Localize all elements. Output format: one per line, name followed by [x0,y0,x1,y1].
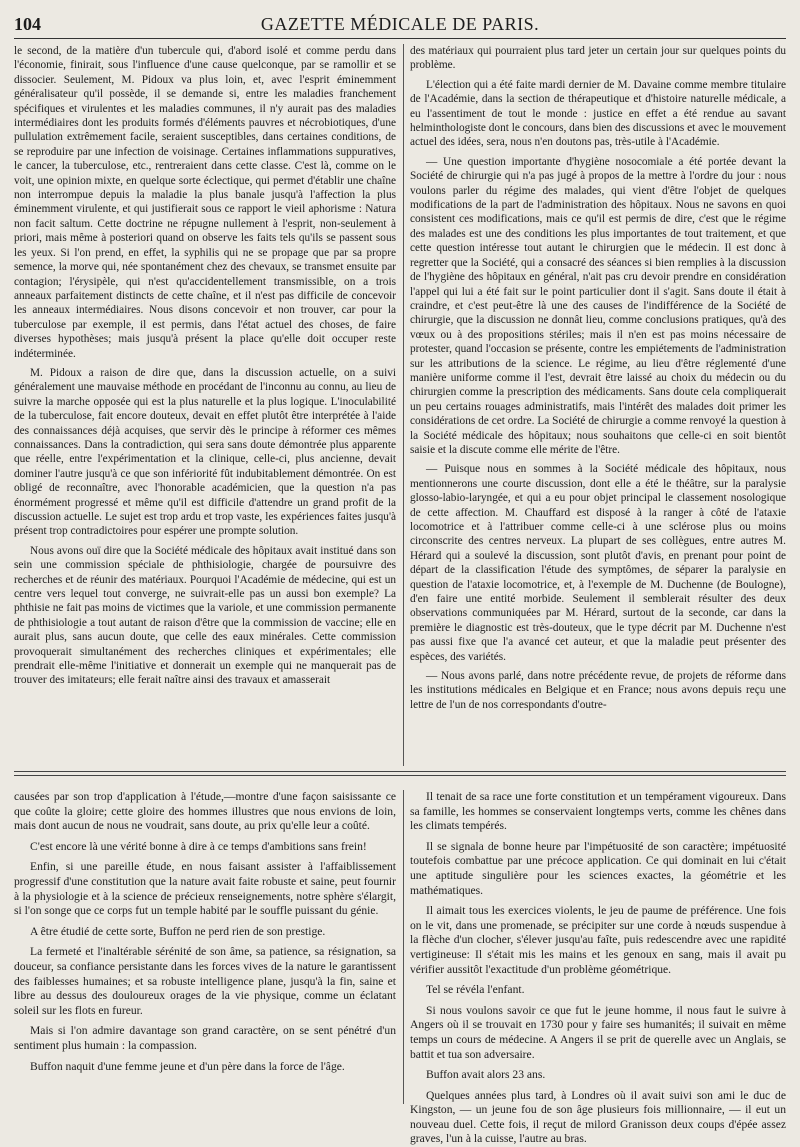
page-header [14,10,786,36]
main-column-left [14,44,396,766]
paragraph: Enfin, si une pareille étude, en nous faisant assister à l'affaiblissement progressif d'une constitution que la nature avait faite robuste et saine, peut fournir à la physiologie et à la science de précieux renseignements, notre sphère s'élargit, si l'on songe que ce corps fut un temple habité par le souffle puissant du génie. [14,860,396,918]
paragraph: Mais si l'on admire davantage son grand caractère, on se sent pénétré d'un sentiment plus humain : la compassion. [14,1024,396,1052]
paragraph: Quelques années plus tard, à Londres où il avait suivi son ami le duc de Kingston, — un jeune fou de son âge plusieurs fois millionnaire, — il eut un nouveau duel. Cette fois, il reçut de milord Granisson deux coups d'épée assez graves, l'un à la cuisse, l'autre au bras. [410,1088,786,1146]
page-number: 104 [14,14,41,34]
paragraph: Buffon naquit d'une femme jeune et d'un père dans la force de l'âge. [30,1059,345,1073]
header-rule [14,38,786,39]
paragraph: Il aimait tous les exercices violents, le jeu de paume de préférence. Une fois on le vit, dans une promenade, se précipiter sur une corde à nœuds suspendue à la flèche d'un clocher, s'élever jusqu'au faîte, puis redescendre avec une rapidité vertigineuse: Il s'était mis les mains et les genoux en sang, mais il avait pu vérifier aussitôt l'exactitude d'un problème géométrique. [410,904,786,976]
paragraph: Il se signala de bonne heure par l'impétuosité de son caractère; impétuosité toutefois combattue par une précoce application. Ce qui dominait en lui c'était une aptitude singulière pour les sciences exactes, la géométrie et les mathématiques. [410,839,786,897]
paragraph: L'élection qui a été faite mardi dernier de M. Davaine comme membre titulaire de l'Académie, dans la section de thérapeutique et d'histoire naturelle médicale, a eu l'assentiment de tout le monde : justice en effet a été rendue au savant helminthologiste dont le concours, dans bien des discussions et avec le mouvement actuel des idées, sera, nous n'en doutons pas, très-utile à l'Académie. [410,78,786,149]
paragraph: A être étudié de cette sorte, Buffon ne perd rien de son prestige. [30,924,326,938]
paragraph: M. Pidoux a raison de dire que, dans la discussion actuelle, on a suivi généralement une mauvaise méthode en procédant de l'inconnu au connu, au lieu de suivre la marche opposée qui est la plus naturelle et la plus logique. L'inoculabilité de la tuberculose, fait encore douteux, devait en effet plutôt être interprétée à l'aide des connaissances déjà acquises, que servir dès le principe à réformer ces mêmes connaissances. Dans la contradiction, qui sera sans doute démontrée plus apparente que réelle, entre l'expérimentation et la clinique, celle-ci, plus ancienne, devait dominer l'autre jusqu'à ce que son infériorité fût indubitablement démontrée. On est obligé de reconnaître, avec l'honorable académicien, que la question n'a pas énormément progressé et même qu'il est difficile d'attendre un grand profit de la discussion actuelle. Le sujet est trop ardu et trop vaste, les expériences faites jusqu'à présent trop contradictoires pour espérer une prompte solution. [14,366,396,538]
column-divider [403,790,404,1104]
column-divider [403,44,404,766]
paragraph: — Puisque nous en sommes à la Société médicale des hôpitaux, nous mentionnerons une courte discussion, dont elle a été le théâtre, sur la paralysie glosso-labio-laryngée, et qui a eu pour objet principal le classement nosologique de cette affection. M. Chauffard est disposé à la ranger à côté de l'ataxie locomotrice et à l'attribuer comme celle-ci à une sclérose plus ou moins circonscrite des centres nerveux. La plupart de ses collègues, entre autres M. Hérard qui a soulevé la discussion, sont plutôt d'avis, en prenant pour point de départ de la classification l'étude des symptômes, de séparer la paralysie en question de l'ataxie locomotrice, et, à l'exemple de M. Duchenne (de Boulogne), d'en faire une entité morbide. Seulement il semblerait résulter des deux observations communiquées par M. Hérard, surtout de la seconde, car dans la première le diagnostic est très-douteux, que le type décrit par M. Duchenne n'est pas aussi fixe que l'a avancé cet auteur, et que la maladie peut présenter des espèces, des variétés. [410,463,786,663]
paragraph: — Une question importante d'hygiène nosocomiale a été portée devant la Société de chirurgie qui n'a pas jugé à propos de la mettre à l'ordre du jour : nous voulons parler du régime des malades, qui vient d'être l'objet de quelques modifications de la part de l'administration des hôpitaux. Nous ne savons en quoi consistent ces modifications, mais ce qu'il est permis de dire, c'est que le régime des malades est une des conditions les plus importantes de tout traitement, et que cette question intéresse tout autant le chirurgien que le médecin. Il est donc à regretter que la Société, qui a consacré des séances si bien remplies à la discussion de l'hygiène des hôpitaux en général, n'ait pas cru devoir prendre en considération l'appel qui lui a été fait sur le point particulier dont il s'agit. Sans doute il était à craindre, et c'est peut-être là une des causes de l'indifférence de la Société de chirurgie, que la discussion ne donnât lieu, comme conclusions pratiques, qu'à des vœux ou à des propositions stériles; mais il n'en est pas moins nécessaire de protester, quand l'occasion se présente, contre les empiétements de l'administration sur les attributions de la science. Le régime, au lieu d'être réglementé d'une manière uniforme comme il l'est, devrait être laissé au choix du médecin ou du chirurgien comme la prescription des médicaments. Sans doute cela compliquerait un peu certains rouages administratifs, mais l'intérêt des malades doit primer les considérations de cet ordre. La Société de chirurgie a comme renvoyé la question à la Société médicale des hôpitaux; nous souhaitons que celle-ci en soit bientôt saisie et la discute comme elle mérite de l'être. [410,155,786,456]
paragraph: Buffon avait alors 23 ans. [426,1068,546,1082]
paragraph: des matériaux qui pourraient plus tard jeter un certain jour sur quelques points du problème. [410,45,786,72]
paragraph: le second, de la matière d'un tubercule qui, d'abord isolé et comme perdu dans l'économie, finirait, sous l'influence d'une cause quelconque, par se ramollir et se dissocier. Seulement, M. Pidoux va plus loin, et, avec l'esprit éminemment généralisateur qu'il possède, il se demande si, entre les maladies franchement spécifiques et virulentes et les maladies communes, il n'y aurait pas des maladies intermédiaires dont les produits formés d'éléments pauvres et nécrobiotiques, d'une pullulation extrêmement facile, seraient susceptibles, dans certaines conditions, de se reproduire par une infection de voisinage. Certaines inflammations suppuratives, le cancer, la tuberculose, etc., rentreraient dans cette classe. C'est là, comme on le voit, une opinion mixte, en quelque sorte éclectique, qui permet d'établir une chaîne non interrompue depuis la maladie la plus banale jusqu'à l'affection la plus éminemment virulente, et qui justifierait sous ce rapport le vieil aphorisme : Natura non facit saltum. Cette doctrine ne répugne nullement à l'esprit, non-seulement à priori, mais même à posteriori quand on observe les faits tels qu'ils se passent sous les yeux. Si l'on prend, en effet, la syphilis qui ne se propage que par sa propre semence, la morve qui, née spontanément chez des chevaux, se transmet ensuite par contagion; l'érysipèle, qui n'est qu'accidentellement transmissible, on a trois anneaux parfaitement distincts de cette chaîne, et il n'est pas difficile de concevoir les anneaux intermédiaires. Nous disons concevoir et non trouver, car pour la tuberculose par exemple, il est permis, dans l'état actuel des choses, de faire diverses hypothèses; mais jusqu'à présent la place qu'elle doit occuper reste indéterminée. [14,45,396,360]
feuilleton-rule [14,775,786,776]
running-title: GAZETTE MÉDICALE DE PARIS. [260,14,540,34]
feuilleton-column-left [14,790,396,1104]
feuilleton-column-right [410,790,786,1146]
feuilleton-rule [14,771,786,772]
paragraph: — Nous avons parlé, dans notre précédente revue, de projets de réforme dans les institutions médicales en Belgique et en France; nous avons depuis reçu une lettre de l'un de nos correspondants d'outre- [410,670,786,711]
paragraph: causées par son trop d'application à l'étude,—montre d'une façon saisissante ce que coûte la gloire; cette gloire des hommes illustres que nous envions de loin, mais dont aucun de nous ne voudrait, sans doute, au prix qu'elle leur a coûté. [14,790,396,833]
paragraph: Si nous voulons savoir ce que fut le jeune homme, il nous faut le suivre à Angers où il se trouvait en 1730 pour y faire ses humanités; il suivait en même temps un cours de médecine. A Angers il se prit de querelle avec un Anglais, se battit et tua son adversaire. [410,1003,786,1061]
paragraph: Tel se révéla l'enfant. [426,983,525,997]
paragraph: C'est encore là une vérité bonne à dire à ce temps d'ambitions sans frein! [30,839,367,853]
paragraph: Nous avons ouï dire que la Société médicale des hôpitaux avait institué dans son sein une commission spéciale de phthisiologie, chargée de poursuivre des recherches et de réunir des matériaux. Pourquoi l'Académie de médecine, qui est un centre vers lequel tout converge, ne suivrait-elle pas un aussi bon exemple? La phthisie ne fait pas moins de victimes que la variole, et une commission permanente de phthisiologie a tout autant de raison d'être que la commission de vaccine; elle en aurait plus, sans aucun doute, que celle des eaux minérales. Cette commission provoquerait simultanément des recherches cliniques et expérimentales; elle prendrait elle-même l'initiative et donnerait un exemple qui ne manquerait pas de trouver des imitateurs; elle ferait naître ainsi des travaux et amasserait [14,544,396,687]
paragraph: Il tenait de sa race une forte constitution et un tempérament vigoureux. Dans sa famille, les hommes se conservaient longtemps verts, comme les chênes dans les climats tempérés. [410,790,786,833]
paragraph: La fermeté et l'inaltérable sérénité de son âme, sa patience, sa résignation, sa douceur, sa confiance persistante dans les forces vives de la nature le garantissent des faiblesses humaines; et sa robuste intelligence plane, jusqu'à la fin, saine et libre au dessus des douloureux orages de la vie physique, comme un éclatant soleil sur les flots en fureur. [14,945,396,1017]
main-column-right [410,44,786,766]
